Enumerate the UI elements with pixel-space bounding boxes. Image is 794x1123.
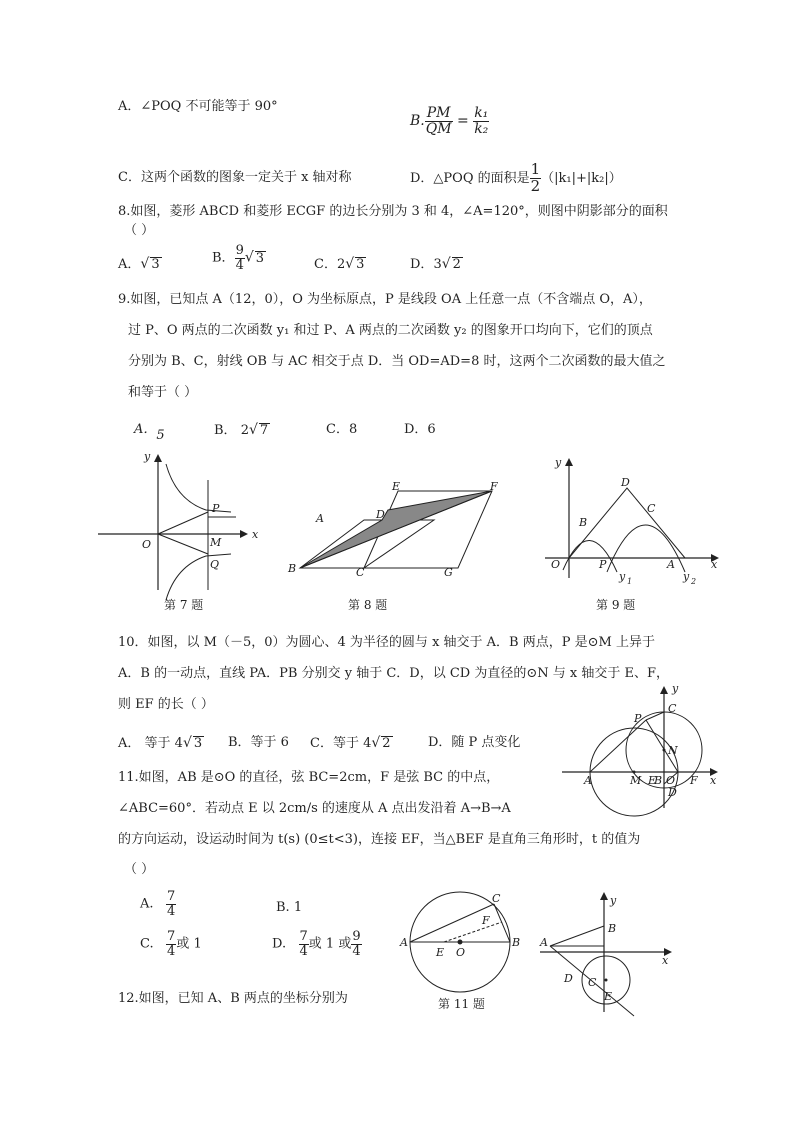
- q7-option-a: A．∠POQ 不可能等于 90°: [118, 99, 278, 114]
- q10-line-2: A．B 的一动点，直线 PA．PB 分别交 y 轴于 C．D，以 CD 为直径的⊙N 与 x 轴交于 E、F，: [118, 666, 669, 681]
- fig10-label-a: A: [584, 774, 592, 787]
- q8-paren: （ ）: [124, 223, 155, 238]
- fig12-label-y: y: [610, 894, 617, 907]
- fig11-label-e: E: [436, 946, 445, 959]
- q9-line-1: 9.如图，已知点 A（12，0），O 为坐标原点，P 是线段 OA 上任意一点（不含端点 O，A），: [118, 292, 652, 307]
- q11-line-3: 的方向运动，设运动时间为 t(s) (0≤t<3)，连接 EF，当△BEF 是直角三角形时，t 的值为: [118, 832, 641, 847]
- q10-line-1: 10．如图，以 M（－5，0）为圆心、4 为半径的圆与 x 轴交于 A．B 两点，P 是⊙M 上异于: [118, 635, 655, 650]
- q12-line-1: 12.如图，已知 A、B 两点的坐标分别为: [118, 991, 348, 1006]
- q7-option-c: C．这两个函数的图象一定关于 x 轴对称: [118, 170, 352, 185]
- q10-option-a: A． 等于 4√ 3: [118, 735, 203, 751]
- fig7-label-y: y: [144, 450, 151, 463]
- q8-option-a: A．√ 3: [118, 256, 160, 272]
- fig11-label-o: O: [456, 946, 466, 959]
- fig11-label-b: B: [512, 936, 521, 949]
- fig11-label-c: C: [492, 892, 501, 905]
- q8-stem: 8.如图，菱形 ABCD 和菱形 ECGF 的边长分别为 3 和 4，∠A=120°，则图中阴影部分的面积: [118, 204, 668, 219]
- fig8-label-d: D: [376, 508, 385, 521]
- fig12-label-x: x: [662, 954, 669, 967]
- q7-option-b: B. $\frac{PM}{QM}$ = $\frac{\text{k₁}}{\text{k₂}}$: [410, 105, 489, 137]
- fig8-label-e: E: [392, 480, 401, 493]
- caption-fig11: 第 11 题: [438, 997, 485, 1011]
- caption-fig9: 第 9 题: [596, 598, 636, 612]
- q9-line-2: 过 P、O 两点的二次函数 y₁ 和过 P、A 两点的二次函数 y₂ 的图象开口均向下，它们的顶点: [128, 323, 653, 338]
- fig9-label-y1-sub: 1: [627, 577, 633, 586]
- q9-option-d: D．6: [404, 422, 436, 437]
- figure-8: [284, 478, 524, 578]
- fig9-label-a: A: [667, 558, 675, 571]
- figure-11: [398, 886, 528, 996]
- fig10-label-o: O: [666, 774, 676, 787]
- fig10-label-y: y: [672, 682, 679, 695]
- fig12-label-d: D: [564, 972, 573, 985]
- fig12-label-e: E: [604, 990, 613, 1003]
- fig10-label-x: x: [710, 774, 717, 787]
- fig7-label-o: O: [142, 538, 152, 551]
- q9-option-c: C．8: [326, 422, 358, 437]
- fig10-label-f: F: [690, 774, 698, 787]
- q9-line-3: 分别为 B、C，射线 OB 与 AC 相交于点 D．当 OD=AD=8 时，这两个二次函数的最大值之: [128, 354, 666, 369]
- q11-option-a: A. $\frac{7}{4}$: [140, 889, 176, 919]
- fig8-label-b: B: [288, 562, 297, 575]
- q11-option-d: D. $\frac{7}{4}$ 或 1 或 $\frac{9}{4}$: [272, 929, 361, 959]
- fig9-label-c: C: [647, 502, 656, 515]
- q10-option-c: C．等于 4√ 2: [310, 735, 391, 751]
- fig10-label-b: B: [654, 774, 663, 787]
- figure-7: [96, 450, 266, 600]
- fig12-label-b: B: [608, 922, 617, 935]
- caption-fig8: 第 8 题: [348, 598, 388, 612]
- fig9-label-o: O: [551, 558, 561, 571]
- figure-10: [562, 684, 722, 814]
- q8-option-b: B． $\frac{9}{4}$ √ 3: [212, 243, 265, 273]
- caption-fig7: 第 7 题: [164, 598, 204, 612]
- fig12-label-c: C: [588, 976, 597, 989]
- fig9-label-y2-sub: 2: [691, 577, 697, 586]
- q10-option-b: B．等于 6: [228, 735, 289, 750]
- fig9-label-b: B: [579, 516, 588, 529]
- fig12-label-a: A: [540, 936, 548, 949]
- q10-option-d: D．随 P 点变化: [428, 735, 521, 750]
- q7-option-d: D．△POQ 的面积是 $\frac{1}{2}$ （|k₁|+|k₂|）: [410, 160, 622, 195]
- q9-option-a: A．5: [134, 422, 165, 443]
- fig9-label-p: P: [599, 558, 607, 571]
- fig8-label-g: G: [444, 566, 453, 579]
- fig10-label-p: P: [634, 712, 642, 725]
- fig10-label-n: N: [668, 744, 678, 757]
- q8-option-d: D．3√ 2: [410, 256, 461, 272]
- q8-option-c: C．2√ 3: [314, 256, 365, 272]
- fig11-label-f: F: [482, 914, 490, 927]
- q9-line-4: 和等于（ ）: [128, 385, 198, 400]
- q10-line-3: 则 EF 的长（ ）: [118, 697, 214, 712]
- fig10-label-m: M: [630, 774, 642, 787]
- fig8-label-a: A: [316, 512, 324, 525]
- fig8-label-c: C: [356, 566, 365, 579]
- fig7-label-m: M: [210, 536, 222, 549]
- fig7-label-q: Q: [210, 558, 220, 571]
- fig7-label-p: P: [212, 502, 220, 515]
- q11-paren: （ ）: [124, 862, 155, 877]
- fig7-label-x: x: [252, 528, 259, 541]
- q11-option-b: B. 1: [276, 900, 303, 915]
- q11-option-c: C. $\frac{7}{4}$ 或 1: [140, 929, 202, 959]
- fig10-label-c: C: [668, 702, 677, 715]
- q9-option-b: B． 2√ 7: [214, 422, 269, 438]
- fig10-label-d: D: [668, 786, 677, 799]
- fig9-label-y: y: [555, 456, 562, 469]
- figure-9: [545, 454, 725, 594]
- figure-12: [540, 888, 680, 1018]
- fig9-label-y1: y: [619, 570, 626, 583]
- fig11-label-a: A: [400, 936, 408, 949]
- fig9-label-x: x: [711, 558, 718, 571]
- q11-line-2: ∠ABC=60°．若动点 E 以 2cm/s 的速度从 A 点出发沿着 A→B→A: [118, 801, 511, 816]
- fig8-label-f: F: [490, 480, 498, 493]
- fig9-label-y2: y: [683, 570, 690, 583]
- fig9-label-d: D: [621, 476, 630, 489]
- fig10-label-e: E: [648, 774, 657, 787]
- q11-line-1: 11.如图，AB 是⊙O 的直径，弦 BC=2cm，F 是弦 BC 的中点，: [118, 770, 500, 785]
